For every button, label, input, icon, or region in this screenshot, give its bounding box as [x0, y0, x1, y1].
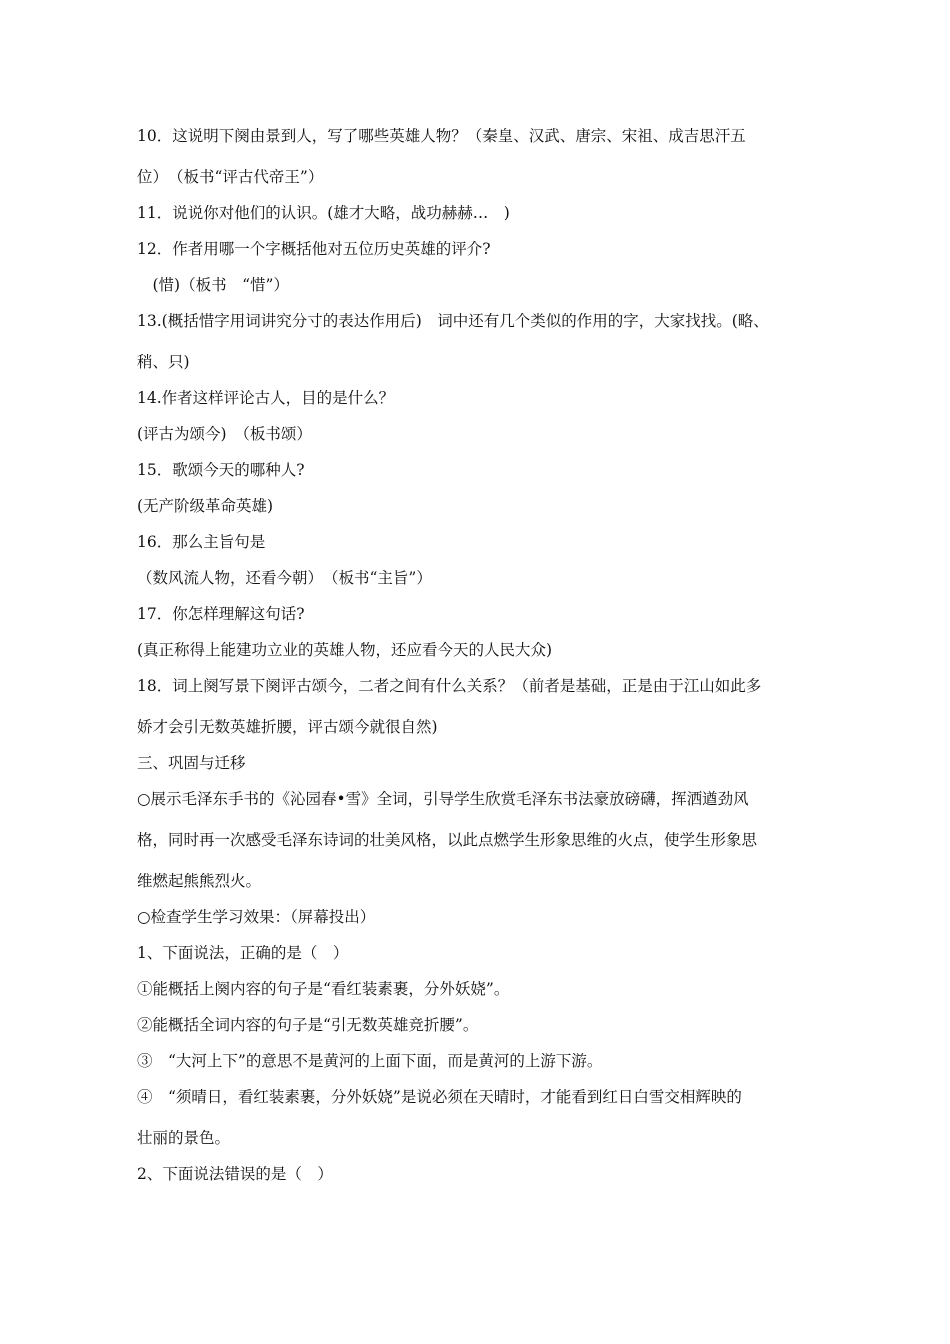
text-line: (真正称得上能建功立业的英雄人物，还应看今天的人民大众)	[137, 641, 553, 659]
text-line: 11．说说你对他们的认识。(雄才大略，战功赫赫… )	[137, 204, 510, 222]
question-title: 2、下面说法错误的是（ ）	[137, 1165, 333, 1183]
text-line: 维燃起熊熊烈火。	[137, 872, 262, 890]
text-line: (无产阶级革命英雄)	[137, 497, 274, 515]
section-heading: 三、巩固与迁移	[137, 754, 246, 772]
text-line: 格，同时再一次感受毛泽东诗词的壮美风格，以此点燃学生形象思维的火点，使学生形象思	[137, 831, 758, 849]
text-line: 16．那么主旨句是	[137, 533, 266, 551]
text-line: 18．词上阕写景下阕评古颂今，二者之间有什么关系？（前者是基础，正是由于江山如此多	[137, 677, 762, 695]
text-line: 10．这说明下阕由景到人，写了哪些英雄人物？（秦皇、汉武、唐宗、宋祖、成吉思汗五	[137, 127, 746, 145]
text-line: 稍、只)	[137, 353, 190, 371]
question-title: 1、下面说法，正确的是（ ）	[137, 944, 349, 962]
text-line: ○展示毛泽东手书的《沁园春•雪》全词，引导学生欣赏毛泽东书法豪放磅礴，挥洒遒劲风	[137, 790, 749, 808]
question-option: ③ “大河上下”的意思不是黄河的上面下面，而是黄河的上游下游。	[137, 1052, 603, 1070]
text-line: （数风流人物，还看今朝） （板书“主旨”）	[137, 569, 432, 587]
text-line: 13.(概括惜字用词讲究分寸的表达作用后) 词中还有几个类似的作用的字，大家找找。(略、	[137, 312, 769, 330]
text-line: 15．歌颂今天的哪种人?	[137, 461, 305, 479]
text-line: (惜)（板书 “惜”）	[137, 276, 289, 294]
question-option: ②能概括全词内容的句子是“引无数英雄竞折腰”。	[137, 1016, 479, 1034]
question-option: ④ “须晴日，看红装素裹，分外妖娆”是说必须在天晴时，才能看到红日白雪交相辉映的	[137, 1088, 742, 1106]
text-line: ○检查学生学习效果：（屏幕投出）	[137, 908, 376, 926]
text-line: 位） （板书“评古代帝王”）	[137, 168, 324, 186]
text-line: 14.作者这样评论古人，目的是什么？	[137, 389, 395, 407]
text-line: 17．你怎样理解这句话?	[137, 605, 305, 623]
text-line: 娇才会引无数英雄折腰，评古颂今就很自然)	[137, 718, 438, 736]
text-line: 12．作者用哪一个字概括他对五位历史英雄的评介?	[137, 240, 491, 258]
question-option: ①能概括上阕内容的句子是“看红装素裹，分外妖娆”。	[137, 980, 510, 998]
text-line: 壮丽的景色。	[137, 1129, 231, 1147]
text-line: (评古为颂今) （板书颂）	[137, 425, 312, 443]
